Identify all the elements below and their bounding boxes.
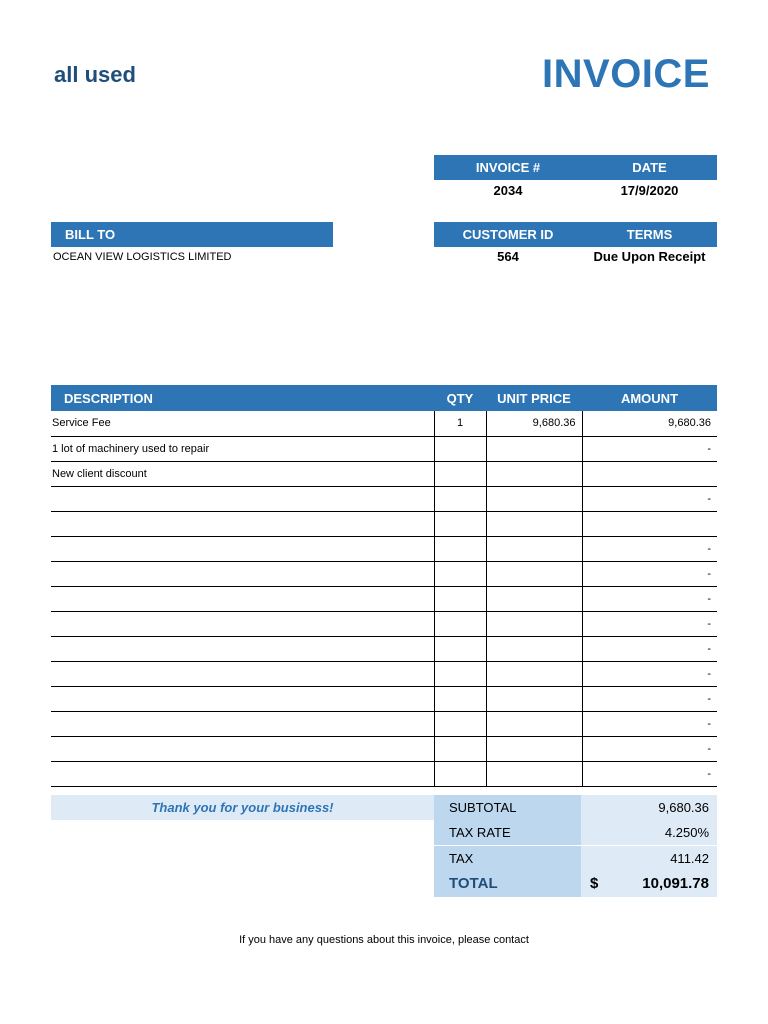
item-unit-price: [486, 561, 582, 586]
item-qty: 1: [434, 411, 486, 436]
item-amount: -: [582, 661, 717, 686]
item-qty: [434, 461, 486, 486]
total-value: 10,091.78: [642, 875, 709, 892]
date-value: 17/9/2020: [620, 183, 679, 198]
item-qty: [434, 736, 486, 761]
item-unit-price: [486, 636, 582, 661]
item-unit-price: [486, 686, 582, 711]
item-description: [51, 761, 434, 786]
table-row: [51, 561, 717, 586]
item-amount: [582, 461, 717, 486]
unit-price-header: UNIT PRICE: [486, 385, 582, 411]
item-qty: [434, 611, 486, 636]
table-row: [51, 636, 717, 661]
table-row: [51, 511, 717, 536]
item-qty: [434, 686, 486, 711]
item-amount: -: [582, 736, 717, 761]
item-unit-price: [486, 661, 582, 686]
table-row: [51, 486, 717, 511]
item-qty: [434, 511, 486, 536]
item-unit-price: [486, 486, 582, 511]
item-description: [51, 736, 434, 761]
tax-rate-value: 4.250%: [581, 820, 717, 845]
item-description: [51, 586, 434, 611]
item-amount: 9,680.36: [582, 411, 717, 436]
item-qty: [434, 711, 486, 736]
item-unit-price: [486, 511, 582, 536]
total-label: TOTAL: [434, 871, 581, 897]
item-description: [51, 661, 434, 686]
footer-contact-text: If you have any questions about this invoice, please contact: [239, 934, 529, 946]
item-unit-price: 9,680.36: [486, 411, 582, 436]
item-qty: [434, 436, 486, 461]
item-description: New client discount: [51, 461, 434, 486]
subtotal-label: SUBTOTAL: [434, 795, 581, 820]
item-unit-price: [486, 436, 582, 461]
table-row: [51, 711, 717, 736]
item-qty: [434, 761, 486, 786]
item-description: [51, 636, 434, 661]
item-qty: [434, 586, 486, 611]
table-row: [51, 661, 717, 686]
item-unit-price: [486, 461, 582, 486]
item-unit-price: [486, 611, 582, 636]
bill-to-header: BILL TO: [51, 222, 333, 247]
total-value-cell: [581, 871, 717, 897]
invoice-number-header: INVOICE #: [434, 155, 582, 180]
item-description: Service Fee: [51, 411, 434, 436]
table-row: [51, 736, 717, 761]
customer-id-header: CUSTOMER ID: [434, 222, 582, 247]
table-row: [51, 611, 717, 636]
item-amount: -: [582, 611, 717, 636]
table-row: [51, 686, 717, 711]
table-row: [51, 411, 717, 436]
tax-row: [434, 846, 717, 871]
item-unit-price: [486, 736, 582, 761]
item-unit-price: [486, 586, 582, 611]
table-row: [51, 586, 717, 611]
table-row: [51, 761, 717, 786]
total-row: [434, 871, 717, 897]
company-name: all used: [54, 62, 136, 87]
item-amount: -: [582, 536, 717, 561]
tax-label: TAX: [434, 846, 581, 871]
item-description: [51, 561, 434, 586]
item-description: [51, 511, 434, 536]
bill-to-name: OCEAN VIEW LOGISTICS LIMITED: [53, 251, 232, 263]
terms-header: TERMS: [582, 222, 717, 247]
item-qty: [434, 536, 486, 561]
currency-symbol: $: [590, 875, 599, 892]
item-amount: -: [582, 711, 717, 736]
table-row: [51, 461, 717, 486]
invoice-number-value: 2034: [493, 183, 523, 198]
item-unit-price: [486, 536, 582, 561]
table-row: [51, 536, 717, 561]
item-amount: [582, 511, 717, 536]
item-amount: -: [582, 761, 717, 786]
item-amount: -: [582, 436, 717, 461]
item-description: [51, 486, 434, 511]
line-items-table: [51, 385, 717, 787]
amount-header: AMOUNT: [582, 385, 717, 411]
item-amount: -: [582, 561, 717, 586]
item-qty: [434, 661, 486, 686]
item-amount: -: [582, 486, 717, 511]
subtotal-value: 9,680.36: [581, 795, 717, 820]
item-description: [51, 536, 434, 561]
item-description: [51, 611, 434, 636]
description-header: DESCRIPTION: [51, 385, 434, 411]
item-unit-price: [486, 711, 582, 736]
table-row: [51, 436, 717, 461]
item-qty: [434, 561, 486, 586]
item-description: [51, 711, 434, 736]
tax-rate-row: [434, 820, 717, 845]
table-header-row: [51, 385, 717, 411]
terms-value: Due Upon Receipt: [593, 249, 706, 264]
item-qty: [434, 486, 486, 511]
tax-rate-label: TAX RATE: [434, 820, 581, 845]
item-amount: -: [582, 586, 717, 611]
subtotal-row: [434, 795, 717, 820]
item-qty: [434, 636, 486, 661]
item-amount: -: [582, 636, 717, 661]
customer-id-value: 564: [497, 249, 519, 264]
item-unit-price: [486, 761, 582, 786]
qty-header: QTY: [434, 385, 486, 411]
item-description: 1 lot of machinery used to repair: [51, 436, 434, 461]
thank-you-message: Thank you for your business!: [51, 795, 434, 820]
tax-value: 411.42: [581, 846, 717, 871]
item-description: [51, 686, 434, 711]
item-amount: -: [582, 686, 717, 711]
invoice-title: INVOICE: [542, 52, 710, 96]
date-header: DATE: [582, 155, 717, 180]
